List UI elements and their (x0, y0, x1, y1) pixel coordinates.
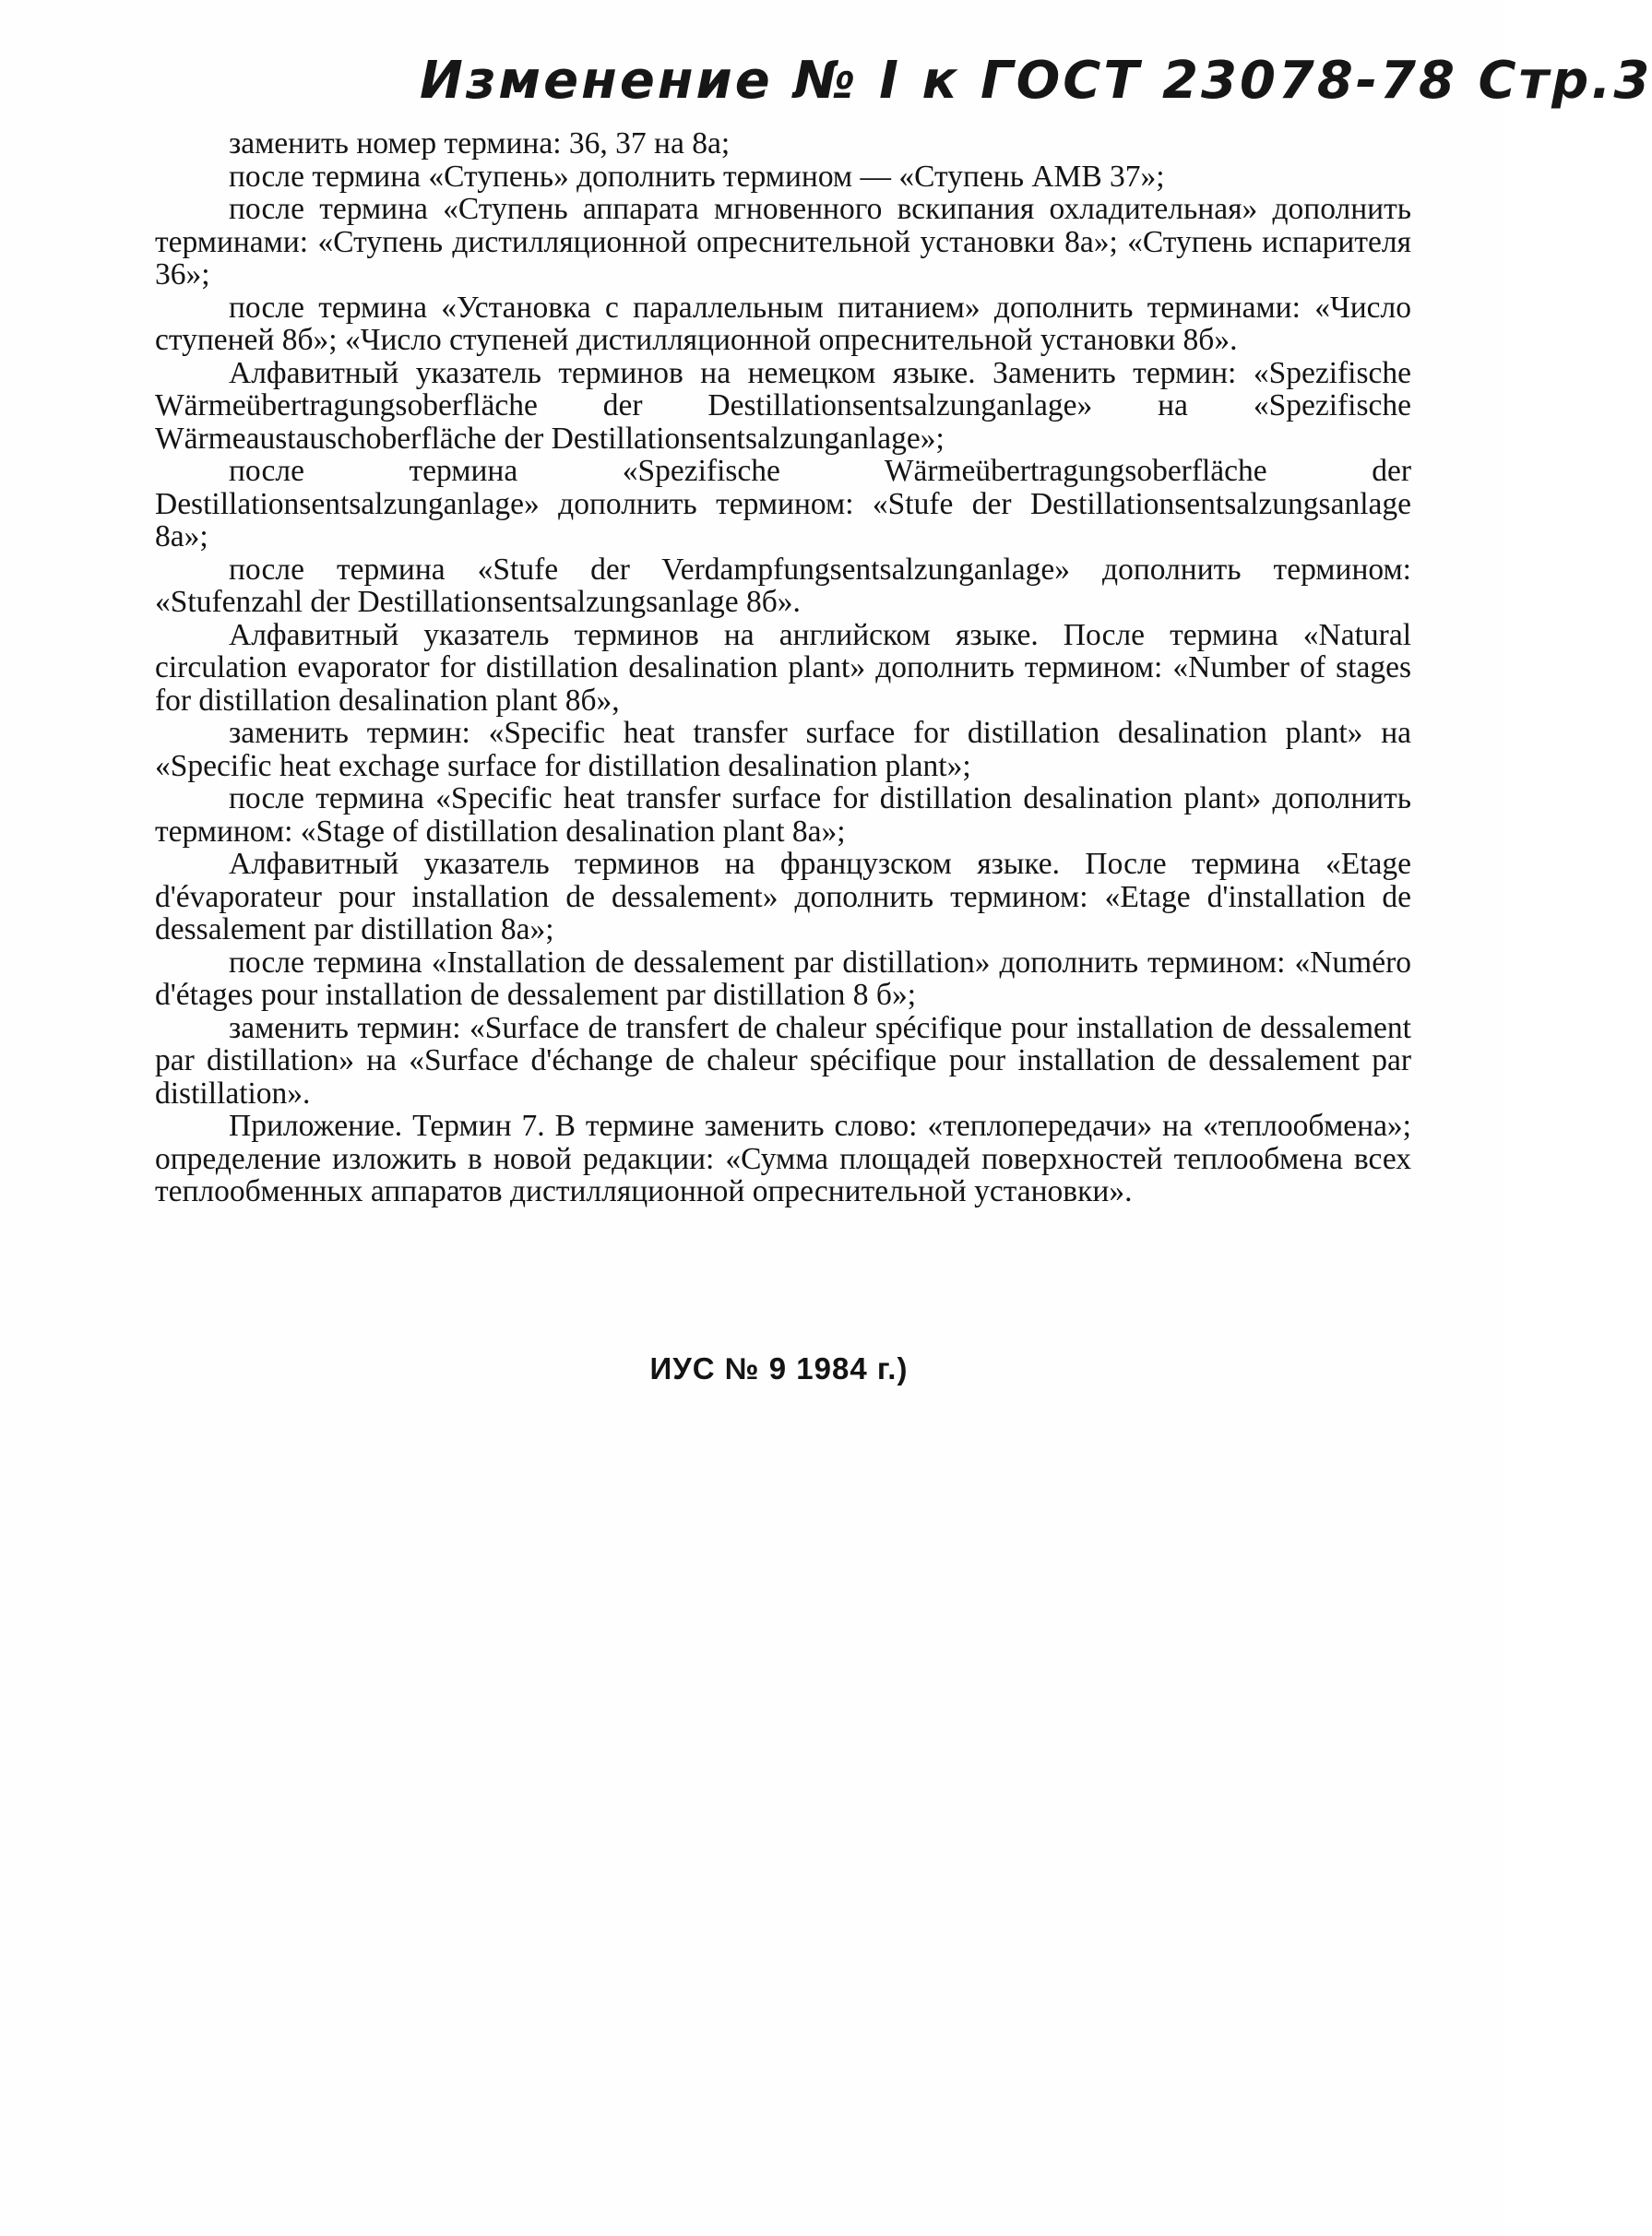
paragraph: Алфавитный указатель терминов на немецком языке. Заменить термин: «Spezifische Wärmeübertragungsoberfläche der Destillationsentsalzunganlage» на «Spezifische Wärmeaustauschoberfläche der Destillationsentsalzunganlage»; (155, 355, 1411, 456)
paragraph: заменить термин: «Specific heat transfer surface for distillation desalination plant» на «Specific heat exchage surface for distillation desalination plant»; (155, 716, 1411, 783)
page-footer (0, 1351, 1503, 1386)
document-body (155, 127, 1411, 1208)
paragraph: после термина «Ступень аппарата мгновенного вскипания охладительная» дополнить терминами: «Ступень дистилляционной опреснительной установки 8а»; «Ступень испарителя 36»; (155, 192, 1411, 291)
paragraph: после термина «Установка с параллельным питанием» дополнить терминами: «Число ступеней 8б»; «Число ступеней дистилляционной опреснительной установки 8б». (155, 290, 1411, 357)
paragraph: Приложение. Термин 7. В термине заменить слово: «теплопередачи» на «теплообмена»; определение изложить в новой редакции: «Сумма площадей поверхностей теплообмена всех теплообменных аппаратов дистилляционной опреснительной установки». (155, 1109, 1411, 1208)
paragraph: после термина «Spezifische Wärmeübertragungsoberfläche der Destillationsentsalzunganlage» дополнить термином: «Stufe der Destillationsentsalzungsanlage 8a»; (155, 454, 1411, 553)
paragraph: после термина «Specific heat transfer surface for distillation desalination plant» дополнить термином: «Stage of distillation desalination plant 8а»; (155, 781, 1411, 849)
paragraph: Алфавитный указатель терминов на французском языке. После термина «Etage d'évaporateur pour installation de dessalement» дополнить термином: «Etage d'installation de dessalement par distillation 8a»; (155, 847, 1411, 946)
paragraph: заменить номер термина: 36, 37 на 8а; (229, 126, 731, 161)
paragraph: заменить термин: «Surface de transfert de chaleur spécifique pour installation de dessalement par distillation» на «Surface d'échange de chaleur spécifique pour installation de dessalement par distillation». (155, 1010, 1411, 1111)
footer-reference: ИУС № 9 1984 г.) (649, 1351, 909, 1386)
paragraph: после термина «Ступень» дополнить термином — «Ступень АМВ 37»; (229, 159, 1165, 194)
paragraph: после термина «Stufe der Verdampfungsentsalzunganlage» дополнить термином: «Stufenzahl der Destillationsentsalzungsanlage 8б». (155, 552, 1411, 619)
paragraph: после термина «Installation de dessalement par distillation» дополнить термином: «Numéro d'étages pour installation de dessalement par distillation 8 б»; (155, 945, 1411, 1012)
page-header: Изменение № I к ГОСТ 23078-78 Стр.3 (420, 51, 1652, 111)
paragraph: Алфавитный указатель терминов на английском языке. После термина «Natural circulation evaporator for distillation desalination plant» дополнить термином: «Number of stages for distillation desalination plant 8б», (155, 617, 1411, 718)
